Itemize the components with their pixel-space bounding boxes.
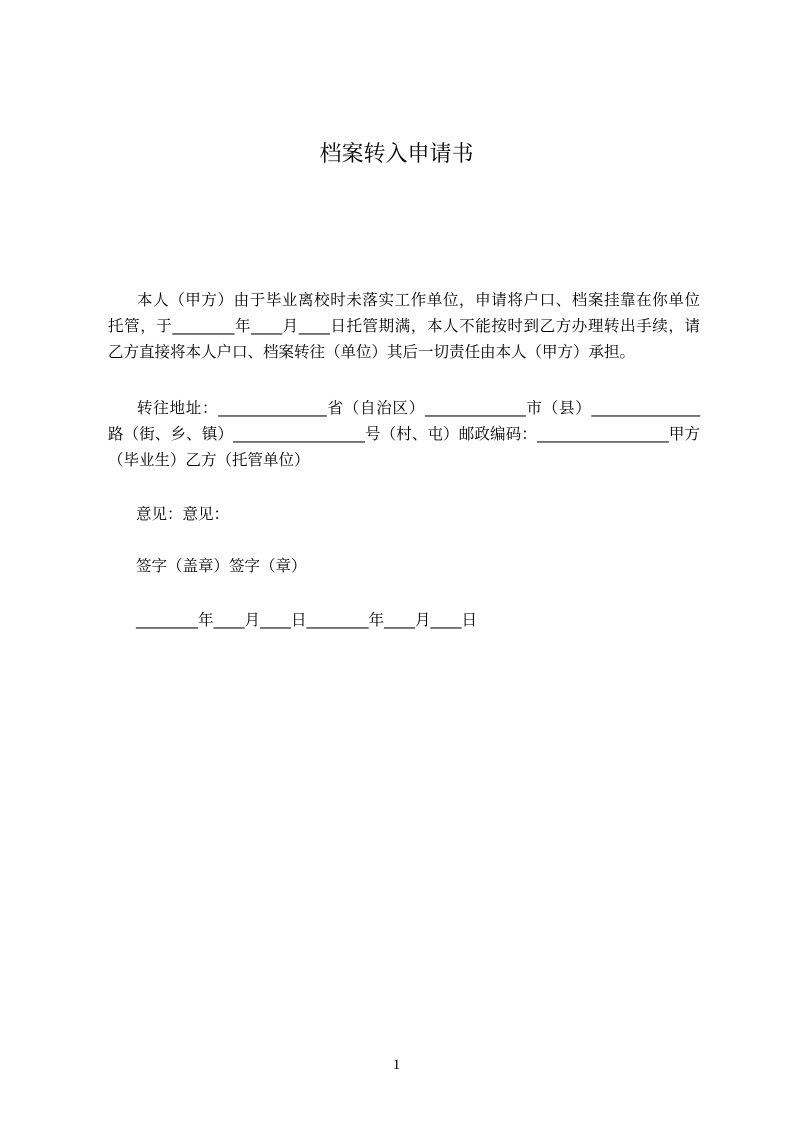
address-line: 转往地址：______________省（自治区）_____________市（县）______________ [137, 399, 700, 417]
page-number: 1 [392, 1057, 401, 1073]
statement-line: 本人（甲方）由于毕业离校时未落实工作单位，申请将户口、档案挂靠在你单位 [137, 291, 700, 309]
signature-field: 签字（盖章）签字（章） [136, 557, 307, 575]
transfer-address [108, 395, 700, 473]
statement-line: 托管，于________年____月____日托管期满，本人不能按时到乙方办理转出手续，请 [108, 317, 700, 335]
application-statement [108, 287, 700, 365]
address-line: 路（街、乡、镇）_________________号（村、屯）邮政编码：_________________甲方 [108, 425, 700, 443]
opinion-field: 意见：意见： [136, 505, 230, 523]
statement-line: 乙方直接将本人户口、档案转往（单位）其后一切责任由本人（甲方）承担。 [108, 343, 636, 361]
document-title: 档案转入申请书 [319, 142, 474, 167]
date-field: ________年____月____日________年____月____日 [136, 611, 478, 629]
address-line: （毕业生）乙方（托管单位） [108, 451, 310, 469]
